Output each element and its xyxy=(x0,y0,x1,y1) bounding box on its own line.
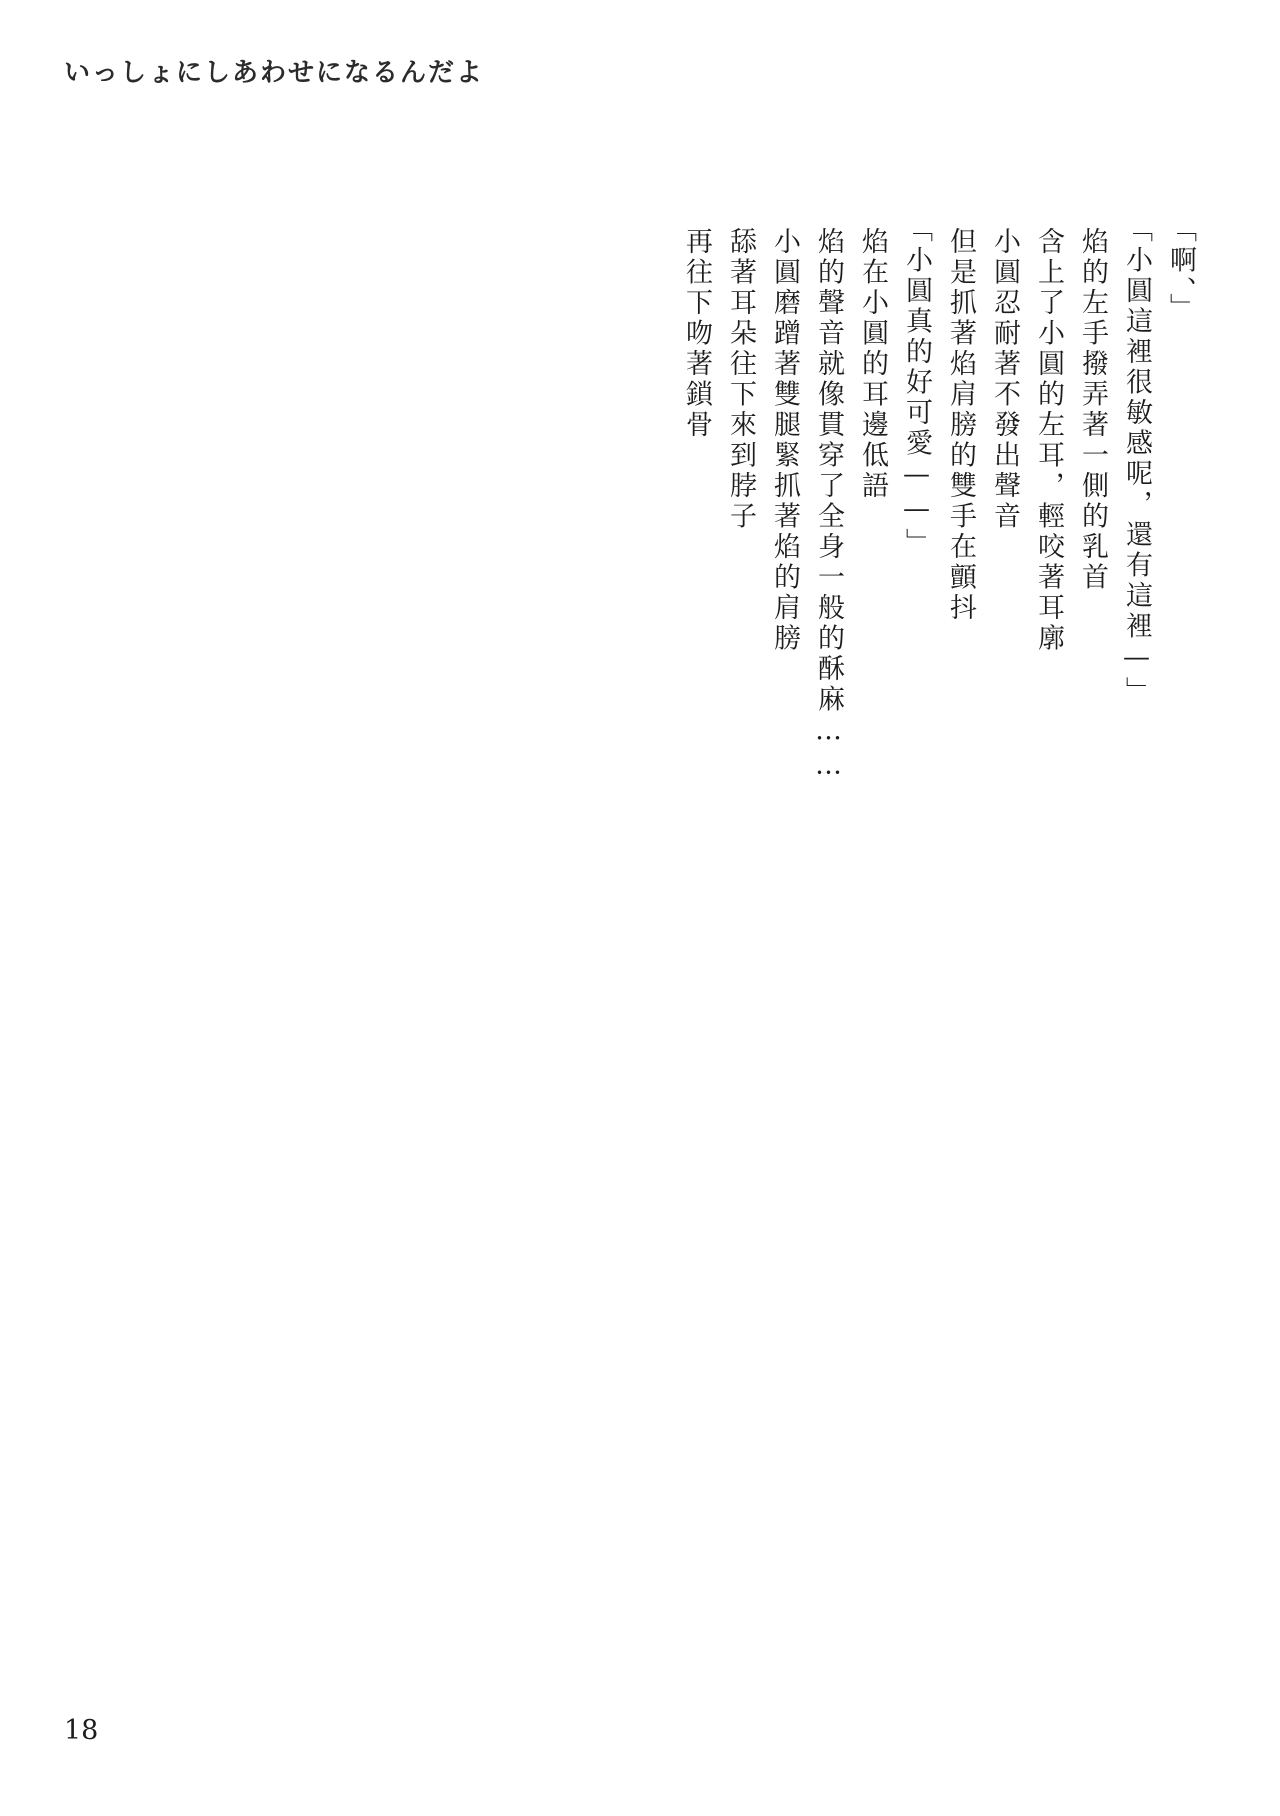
text-line: 「啊、」 xyxy=(1165,215,1196,324)
text-line: 再往下吻著鎖骨 xyxy=(681,227,712,441)
text-line: 小圓忍耐著不發出聲音 xyxy=(989,227,1020,532)
text-line: 但是抓著焰肩膀的雙手在顫抖 xyxy=(945,227,976,624)
text-line: 小圓磨蹭著雙腿緊抓著焰的肩膀 xyxy=(769,227,800,654)
vertical-text-body xyxy=(666,215,1194,835)
text-line: 焰在小圓的耳邊低語 xyxy=(857,227,888,502)
text-line: 「小圓這裡很敏感呢，還有這裡—」 xyxy=(1121,215,1152,707)
page-header-title: いっしょにしあわせになるんだよ xyxy=(64,58,485,88)
text-line: 「小圓真的好可愛——」 xyxy=(901,215,932,559)
page-number: 18 xyxy=(64,1715,99,1746)
text-line: 焰的聲音就像貫穿了全身一般的酥麻…… xyxy=(813,227,844,784)
text-line: 舔著耳朵往下來到脖子 xyxy=(725,227,756,532)
text-line: 焰的左手撥弄著一側的乳首 xyxy=(1077,227,1108,593)
text-line: 含上了小圓的左耳，輕咬著耳廓 xyxy=(1033,227,1064,654)
